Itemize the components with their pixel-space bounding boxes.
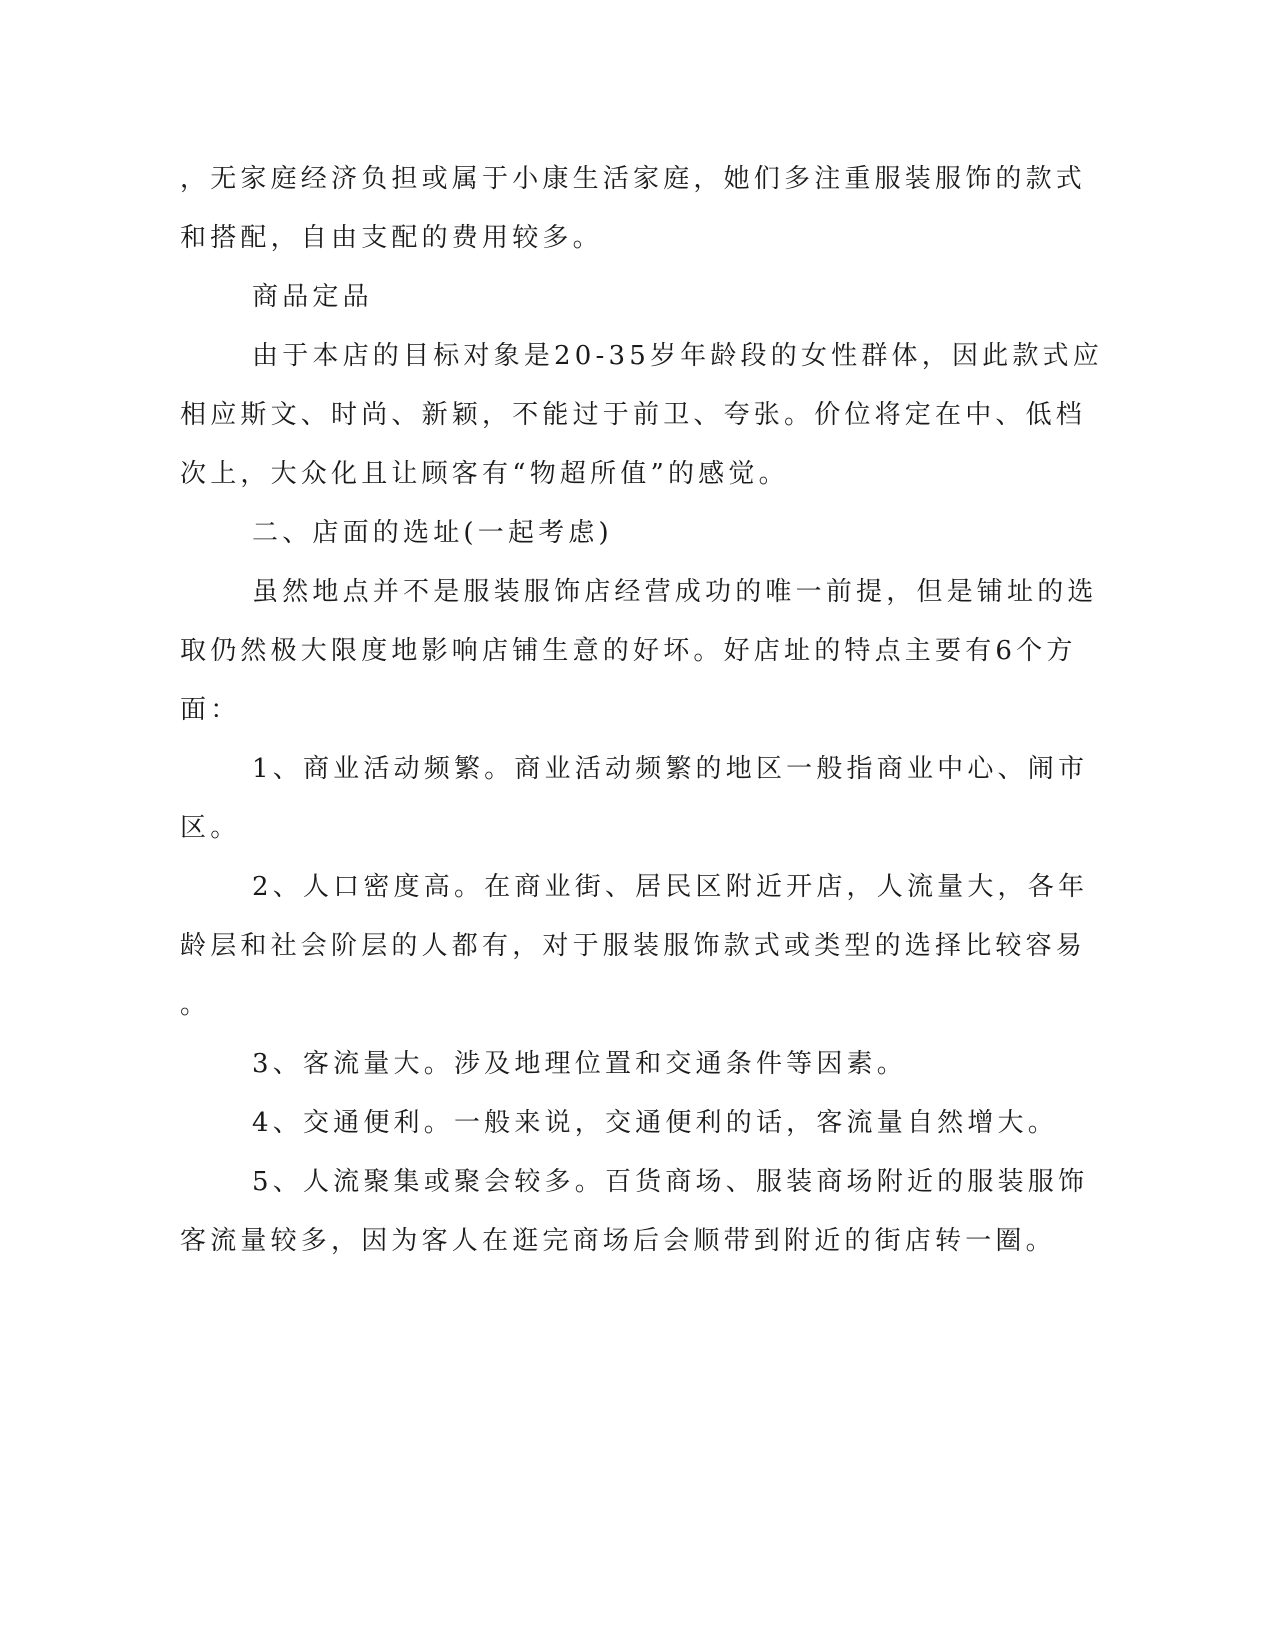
text-line: 面：: [180, 695, 241, 725]
section-heading: 二、店面的选址(一起考虑): [252, 518, 613, 548]
text-line: ，无家庭经济负担或属于小康生活家庭，她们多注重服装服饰的款式: [180, 164, 1087, 194]
text-line: 次上，大众化且让顾客有“物超所值”的感觉。: [180, 459, 789, 489]
list-item: 1、商业活动频繁。商业活动频繁的地区一般指商业中心、闹市: [252, 754, 1089, 784]
text-line: 和搭配，自由支配的费用较多。: [180, 223, 603, 253]
text-line: 客流量较多，因为客人在逛完商场后会顺带到附近的街店转一圈。: [180, 1226, 1056, 1256]
text-line: 龄层和社会阶层的人都有，对于服装服饰款式或类型的选择比较容易: [180, 931, 1087, 961]
document-body: [180, 150, 1103, 1271]
text-line: 取仍然极大限度地影响店铺生意的好坏。好店址的特点主要有6个方: [180, 636, 1077, 666]
text-line: 区。: [180, 813, 241, 843]
list-item: 2、人口密度高。在商业街、居民区附近开店，人流量大，各年: [252, 872, 1089, 902]
list-item: 5、人流聚集或聚会较多。百货商场、服装商场附近的服装服饰: [252, 1167, 1089, 1197]
text-line: 。: [180, 990, 211, 1020]
list-item: 3、客流量大。涉及地理位置和交通条件等因素。: [252, 1049, 907, 1079]
section-heading: 商品定品: [252, 282, 373, 312]
text-line: 由于本店的目标对象是20-35岁年龄段的女性群体，因此款式应: [252, 341, 1103, 371]
text-line: 虽然地点并不是服装服饰店经营成功的唯一前提，但是铺址的选: [252, 577, 1098, 607]
text-line: 相应斯文、时尚、新颖，不能过于前卫、夸张。价位将定在中、低档: [180, 400, 1087, 430]
list-item: 4、交通便利。一般来说，交通便利的话，客流量自然增大。: [252, 1108, 1058, 1138]
